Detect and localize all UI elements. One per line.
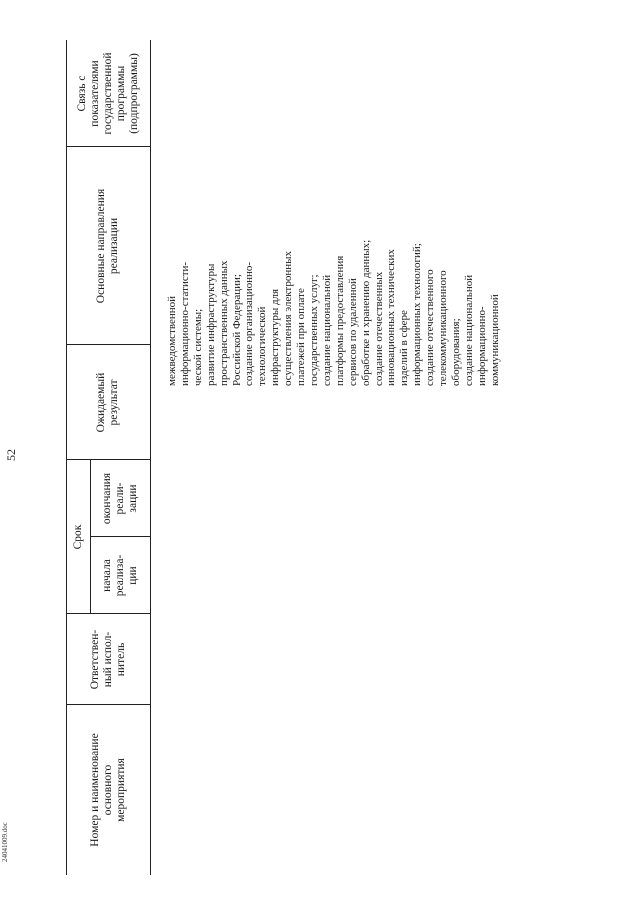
header-main-directions: Основные направления реализации xyxy=(95,188,120,304)
header-responsible-executor: Ответствен- ный испол- нитель xyxy=(88,629,127,690)
header-program-indicators-link: Связь с показателями государственной программы (подпрограммы) xyxy=(75,52,140,135)
document-file-code: 24041009.doc xyxy=(1,822,9,862)
page-number: 52 xyxy=(4,449,18,461)
header-term: Срок xyxy=(71,524,84,550)
header-bottom-rule xyxy=(150,40,151,875)
header-expected-result: Ожидаемый результат xyxy=(95,372,120,433)
main-directions-cell-text: межведомственной информационно-статисти- ческой системы; развитие инфраструктуры пространственных данных Российской Федерации; создание организационно- технологической инфраструктуры для осуществления электронных платежей при оплате государственных услуг; создание национальной платформы предоставления сервисов по удаленной обработке и хранению данных; создание отечественных инновационных технических изделий в сфере информационных технологий; создание отечественного телекоммуникационного оборудования; создание национальной информационно- коммуникационной xyxy=(166,239,501,386)
header-event-number-name: Номер и наименование основного мероприятия xyxy=(88,733,127,847)
header-term-end: окончания реали- зации xyxy=(100,472,139,525)
rotated-table-page xyxy=(0,30,640,880)
header-term-start: начала реализа- ции xyxy=(100,554,139,597)
